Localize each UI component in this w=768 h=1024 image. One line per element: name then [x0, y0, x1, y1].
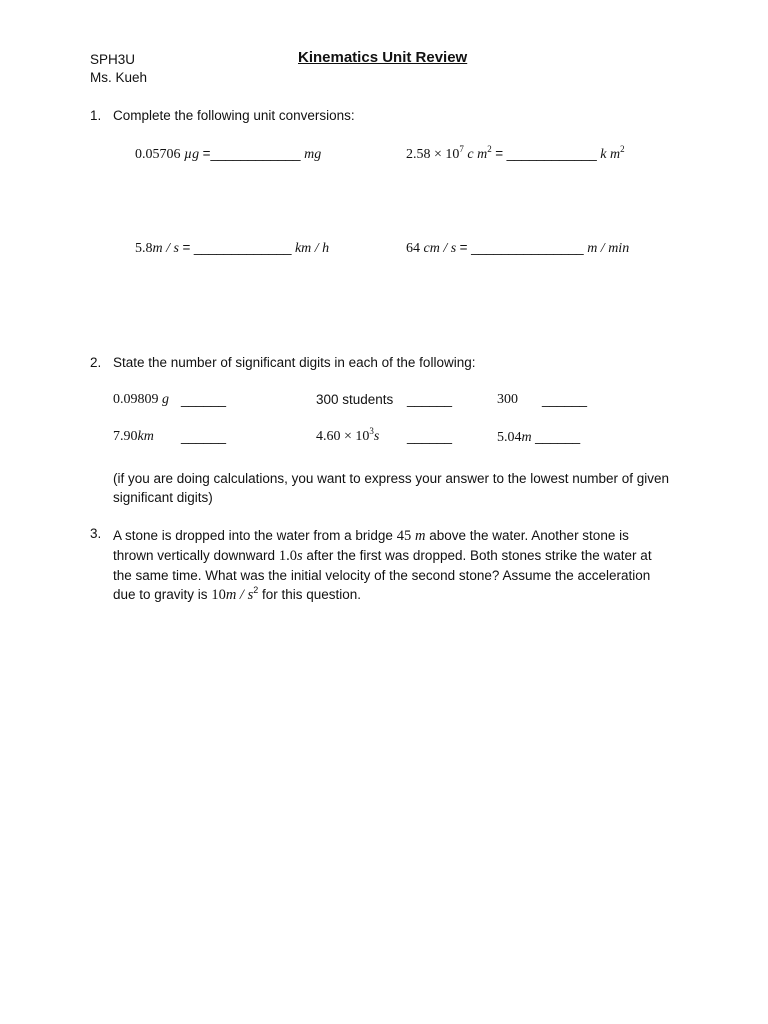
page-title: Kinematics Unit Review: [298, 49, 468, 66]
teacher-name: Ms. Kueh: [90, 70, 148, 85]
q3-text-3: after the first was dropped. Both stones strike the water at the same time. What was the initial velocity of the second stone? Assume the acceleration due to gravity is: [113, 548, 652, 602]
q2-i4-unit: km: [137, 429, 154, 444]
q1-c2-unit-exponent: 2: [487, 144, 492, 154]
q3-gravity-unit: m / s: [225, 587, 254, 603]
q2-i2-blank[interactable]: ______: [407, 392, 453, 407]
q3-delay-value: 1.0: [278, 548, 297, 564]
q1-c3-unit: m / s: [152, 241, 179, 256]
q1-c2-equals: =: [495, 146, 504, 161]
q1-c4-equals: =: [459, 240, 468, 255]
q3-height-unit: m: [414, 528, 426, 544]
q1-prompt: Complete the following unit conversions:: [113, 108, 355, 123]
q1-c2-blank[interactable]: ____________: [506, 146, 597, 161]
q1-c3-value: 5.8: [135, 241, 153, 256]
q3-delay-unit: s: [296, 548, 303, 564]
q2-i5-unit: s: [373, 429, 380, 444]
q1-c4-unit: cm / s: [423, 241, 457, 256]
q1-c2-exponent: 7: [459, 144, 464, 154]
q1-c2-target-exponent: 2: [620, 144, 625, 154]
q3-gravity-value: 10: [211, 587, 226, 603]
q1-conversion-1: [135, 146, 321, 163]
q2-i6-blank[interactable]: ______: [535, 429, 581, 444]
q1-c2-value: 2.58 × 10: [406, 147, 460, 162]
q1-conversion-2: [406, 146, 625, 163]
q1-c1-target-unit: mg: [304, 147, 322, 162]
q1-conversion-4: [406, 240, 629, 257]
course-code: SPH3U: [90, 52, 136, 67]
q1-c2-unit: c m: [467, 147, 488, 162]
q2-i4-value: 7.90: [113, 429, 138, 444]
q1-c1-equals: =: [202, 146, 211, 161]
q2-i2-value: 300 students: [316, 392, 394, 407]
q2-i1-unit: g: [162, 392, 169, 407]
q2-i5-exponent: 3: [369, 426, 374, 436]
q3-text-1: A stone is dropped into the water from a bridge: [113, 528, 393, 543]
q2-i3-blank[interactable]: ______: [542, 392, 588, 407]
q2-i4-blank[interactable]: ______: [181, 429, 227, 444]
q2-i3-value: 300: [497, 392, 518, 407]
q2-number: 2.: [90, 355, 102, 370]
q1-c4-blank[interactable]: _______________: [471, 240, 584, 255]
q2-note: (if you are doing calculations, you want to express your answer to the lowest number of given significant digits): [113, 471, 670, 505]
q3-height-value: 45: [396, 528, 412, 544]
q2-i6-unit: m: [521, 430, 532, 445]
q2-i1-value: 0.09809: [113, 392, 159, 407]
q1-number: 1.: [90, 108, 102, 123]
q1-c1-blank[interactable]: ____________: [210, 146, 301, 161]
q1-conversion-3: [135, 240, 329, 257]
q1-c1-unit: µg: [184, 147, 200, 162]
q3-gravity-exponent: 2: [253, 585, 259, 595]
q3-problem-text: [113, 526, 673, 605]
q1-c1-value: 0.05706: [135, 147, 181, 162]
q2-item-1: [113, 392, 169, 408]
q2-item-6: [497, 429, 580, 446]
q1-c4-value: 64: [406, 241, 420, 256]
q1-c4-target-unit: m / min: [587, 241, 630, 256]
q3-number: 3.: [90, 526, 102, 541]
q2-item-5: [316, 426, 380, 445]
q2-item-4: [113, 429, 154, 445]
q2-prompt: State the number of significant digits in each of the following:: [113, 355, 476, 370]
q1-c2-target-unit: k m: [600, 147, 621, 162]
q2-i1-blank[interactable]: ______: [181, 392, 227, 407]
q2-i5-value: 4.60 × 10: [316, 429, 370, 444]
q2-i5-blank[interactable]: ______: [407, 429, 453, 444]
q1-c3-target-unit: km / h: [294, 241, 330, 256]
q1-c3-equals: =: [182, 240, 191, 255]
q1-c3-blank[interactable]: _____________: [193, 240, 292, 255]
q3-text-2: above the water. Another stone is thrown vertically downward: [113, 528, 629, 563]
q2-i6-value: 5.04: [497, 430, 522, 445]
q3-text-4: for this question.: [262, 587, 362, 602]
